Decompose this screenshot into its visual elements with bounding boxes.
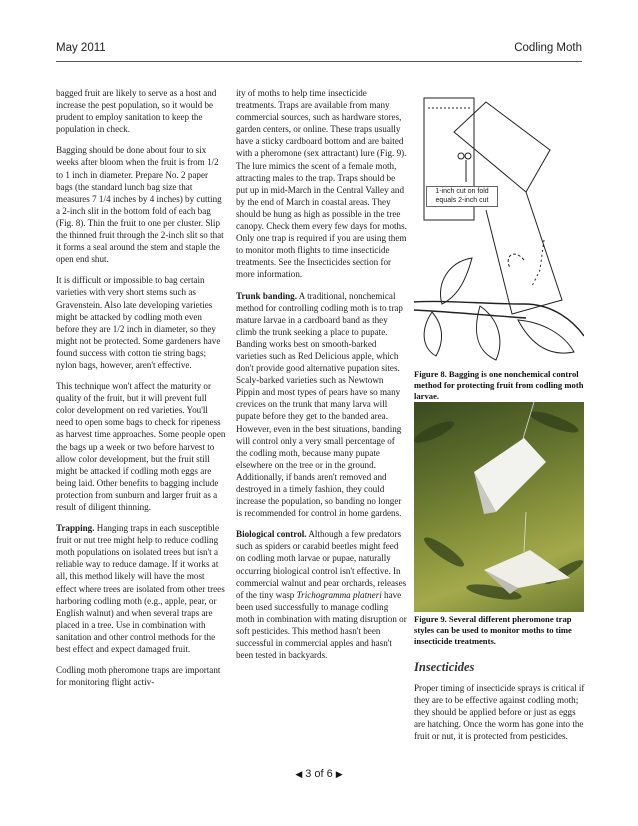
figure-8-illustration [414,90,584,366]
biological-control-heading: Biological control. [236,529,307,540]
next-arrow-icon[interactable]: ▶ [335,769,343,779]
scissors-icon [458,153,464,159]
paragraph: Bagging should be done about four to six weeks after bloom when the fruit is from 1/2 to 1 inch in diameter. Prepare No. 2 paper bags (the standard lunch bag size that measures 7 1/4 inches by 4 inches) by cutting a 2-inch slit in the bottom fold of each bag (Fig. 8). Thin the fruit to one per cluster. Slip the thinned fruit through the 2-inch slit so that it forms a seal around the stem and staple the open end shut. [56,145,224,265]
paragraph: It is difficult or impossible to bag certain varieties with very short stems such as Gravenstein. Also late developing varieties might be attacked by codling moth even before they are 1/2 inch in diameter, so they might not be protected. Some gardeners have found success with cotton tie string bags; nylon bags, however, aren't effective. [56,275,221,370]
paragraph-text: Although a few predators such as spiders or carabid beetles might feed on codling moth larvae or pupae, naturally occurring biological control isn't effective. In commercial walnut and pear orchards, releases of the tiny wasp [236,529,407,600]
paragraph-text: Hanging traps in each susceptible fruit or nut tree might help to reduce codling moth populations on isolated trees but isn't a reliable way to reduce damage. If it works at all, this method likely will have the most effect where trees are isolated from other trees harboring codling moth (e.g., apple, pear, or English walnut) and when several traps are placed in a tree. Use in combination with sanitation and other control methods for the best effect and expect damaged fruit. [56,523,225,655]
paragraph-text: have been used successfully to manage codling moth in combination with mating disruption or soft pesticides. This method hasn't been successful in commercial apples and hasn't been tested in backyards. [236,589,407,661]
header-date: May 2011 [56,42,106,54]
paragraph: Codling moth pheromone traps are important for monitoring flight activ- [56,665,221,688]
paragraph [236,290,407,520]
paragraph: ity of moths to help time insecticide treatments. Traps are available from many commercial sources, such as hardware stores, garden centers, or online. These traps usually have a sticky cardboard bottom and are baited with a pheromone (sex attractant) lure (Fig. 9). The lure mimics the scent of a female moth, attracting males to the trap. Traps should be put up in mid-March in the Central Valley and by the end of March in coastal areas. They should be hung as high as possible in the tree canopy. Check them every few days for moths. Only one trap is required if you are using them to monitor moth flights to time insecticide treatments. See the Insecticides section for more information. [236,88,407,280]
fruit-outline [508,254,524,268]
fold-cut-label: 1-inch cut on fold equals 2-inch cut [426,186,498,207]
branch [414,301,584,336]
figure-9-photo [414,402,584,612]
header-title: Codling Moth [514,42,582,54]
paragraph [236,528,407,661]
bag-body [486,192,562,314]
species-name: Trichogramma platneri [296,589,382,600]
leaf [440,258,472,304]
header-rule [56,61,582,62]
page-indicator [0,768,638,780]
insecticides-heading: Insecticides [414,660,475,674]
column-2 [236,87,407,670]
page-number: 3 of 6 [305,768,333,780]
leaf [518,320,574,353]
wing-trap [484,550,570,588]
trapping-heading: Trapping. [56,523,95,534]
figure-9-caption: Figure 9. Several different pheromone trap styles can be used to monitor moths to time insecticide treatments. [414,614,572,646]
paragraph: bagged fruit are likely to serve as a host and increase the pest population, so it would be prudent to employ sanitation to keep the population in check. [56,88,217,135]
paragraph: This technique won't affect the maturity or quality of the fruit, but it will prevent full color development on red varieties. You'll need to open some bags to check for ripeness as harvest time approaches. Some people open the bags up a week or two before harvest to allow color development, but the fruit still might be attacked if codling moth eggs are being laid. Other benefits to bagging include protection from sunburn and larger fruit as a result of diligent thinning. [56,381,226,512]
insecticides-text: Proper timing of insecticide sprays is critical if they are to be effective against codling moth; they should be applied before or just as eggs are hatching. Once the worm has gone into the fruit or nut, it is protected from pesticides. [414,683,585,742]
paragraph [56,522,226,655]
trunk-banding-heading: Trunk banding. [236,290,297,301]
figure-8-caption: Figure 8. Bagging is one nonchemical control method for protecting fruit from codling moth larvae. [414,369,584,401]
column-1 [56,87,226,697]
open-bag-outline [454,102,550,192]
paragraph-text: A traditional, nonchemical method for controlling codling moth is to trap mature larvae in a cardboard band as they climb the trunk seeking a place to pupate. Banding works best on smooth-barked varieties such as Red Delicious apple, which don't provide good alternative pupation sites. Scaly-barked varieties such as Newtown Pippin and most types of pears have so many crevices on the trunk that many larva will pupate before they get to the banded area. However, even in the best situations, banding will control only a very small percentage of the codling moth, because many pupate elsewhere on the tree or in the ground. Additionally, if bands aren't removed and destroyed in a timely fashion, they could increase the population, so banding no longer is recommended for control in home gardens. [236,290,403,519]
pheromone-traps-image [414,402,584,612]
bagging-drawing [414,90,584,366]
prev-arrow-icon[interactable]: ◀ [295,769,303,779]
leaf [424,312,441,356]
